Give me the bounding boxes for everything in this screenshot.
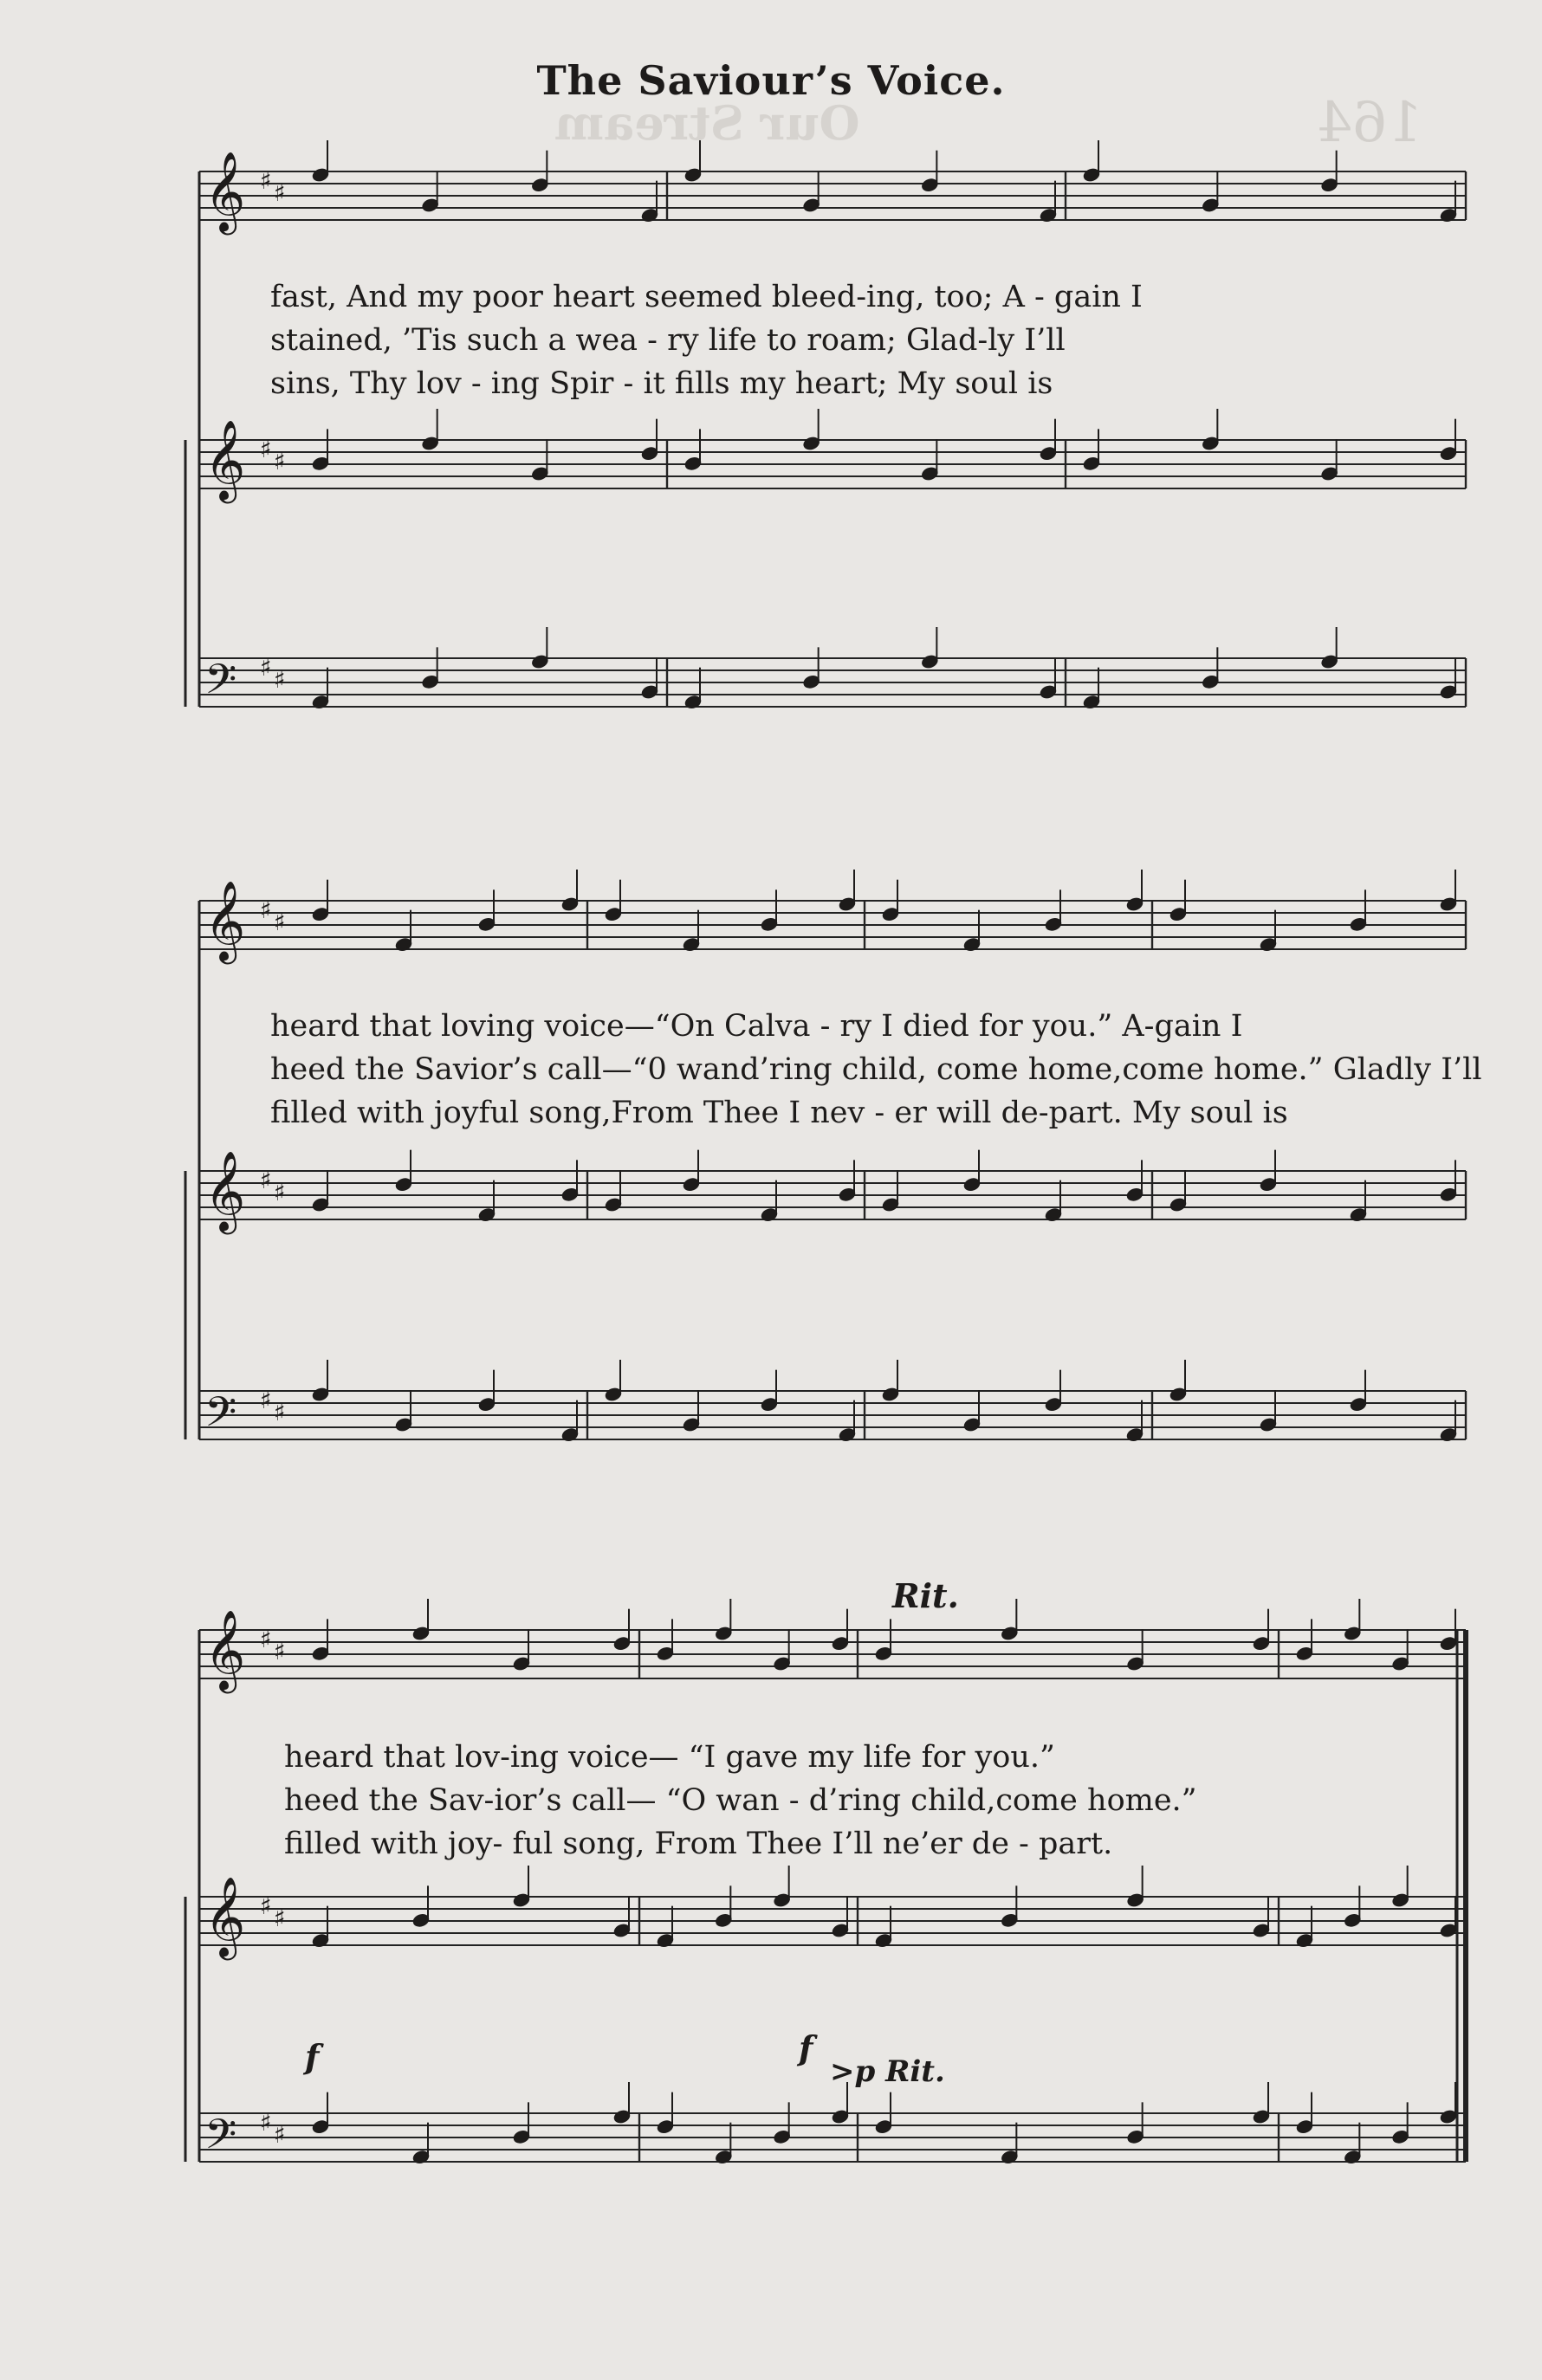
key-signature-sharp: ♯ (260, 1386, 272, 1414)
lyrics-system-2 (270, 1005, 1482, 1135)
rit-marking-top: Rit. (892, 1576, 959, 1615)
key-signature-sharp: ♯ (274, 665, 286, 694)
lyric-verse-3: sins, Thy lov - ing Spir - it fills my heart; My soul is (270, 366, 1053, 401)
key-signature-sharp: ♯ (274, 447, 286, 475)
lyric-verse-2: heed the Savior’s call—“0 wand’ring child, come home,come home.” Gladly I’ll (270, 1052, 1482, 1087)
key-signature-sharp: ♯ (260, 653, 272, 682)
bass-clef: 𝄢 (204, 2110, 237, 2169)
treble-clef: 𝄞 (204, 151, 246, 231)
key-signature-sharp: ♯ (274, 1178, 286, 1206)
key-signature-sharp: ♯ (274, 1398, 286, 1426)
lyric-verse-1: fast, And my poor heart seemed bleed-ing, too; A - gain I (270, 280, 1143, 314)
lyrics-system-1 (270, 275, 1143, 405)
key-signature-sharp: ♯ (274, 1904, 286, 1932)
lyric-verse-1: heard that lov-ing voice— “I gave my life for you.” (284, 1740, 1055, 1775)
lyric-verse-2: heed the Sav-ior’s call— “O wan - d’ring child,come home.” (284, 1783, 1197, 1818)
key-signature-sharp: ♯ (260, 896, 272, 924)
key-signature-sharp: ♯ (260, 1625, 272, 1653)
forte-marking-left: f (305, 2037, 320, 2076)
bleed-through-text: Our Stream (554, 95, 860, 151)
lyric-verse-3: filled with joy- ful song, From Thee I’ll ne’er de - part. (284, 1827, 1113, 1861)
key-signature-sharp: ♯ (260, 435, 272, 463)
key-signature-sharp: ♯ (260, 2108, 272, 2137)
key-signature-sharp: ♯ (274, 1637, 286, 1665)
key-signature-sharp: ♯ (274, 178, 286, 207)
treble-clef: 𝄞 (204, 1150, 246, 1231)
treble-clef: 𝄞 (204, 419, 246, 500)
lyrics-system-3 (284, 1736, 1197, 1866)
key-signature-sharp: ♯ (260, 1166, 272, 1194)
lyric-verse-3: filled with joyful song,From Thee I nev - er will de-part. My soul is (270, 1096, 1288, 1130)
lyric-verse-1: heard that loving voice—“On Calva - ry I died for you.” A-gain I (270, 1009, 1243, 1044)
key-signature-sharp: ♯ (274, 2120, 286, 2149)
bleed-through-number: 164 (1317, 91, 1423, 155)
key-signature-sharp: ♯ (260, 166, 272, 195)
lyric-verse-2: stained, ’Tis such a wea - ry life to roam; Glad-ly I’ll (270, 323, 1066, 358)
treble-clef: 𝄞 (204, 1876, 246, 1956)
piano-rit-marking: >p Rit. (830, 2054, 945, 2089)
bass-clef: 𝄢 (204, 1387, 237, 1446)
treble-clef: 𝄞 (204, 880, 246, 960)
bass-clef: 𝄢 (204, 655, 237, 714)
key-signature-sharp: ♯ (274, 908, 286, 936)
forte-marking-middle: f (799, 2028, 813, 2067)
song-title: The Saviour’s Voice. (536, 57, 1006, 104)
key-signature-sharp: ♯ (260, 1892, 272, 1920)
treble-clef: 𝄞 (204, 1609, 246, 1690)
